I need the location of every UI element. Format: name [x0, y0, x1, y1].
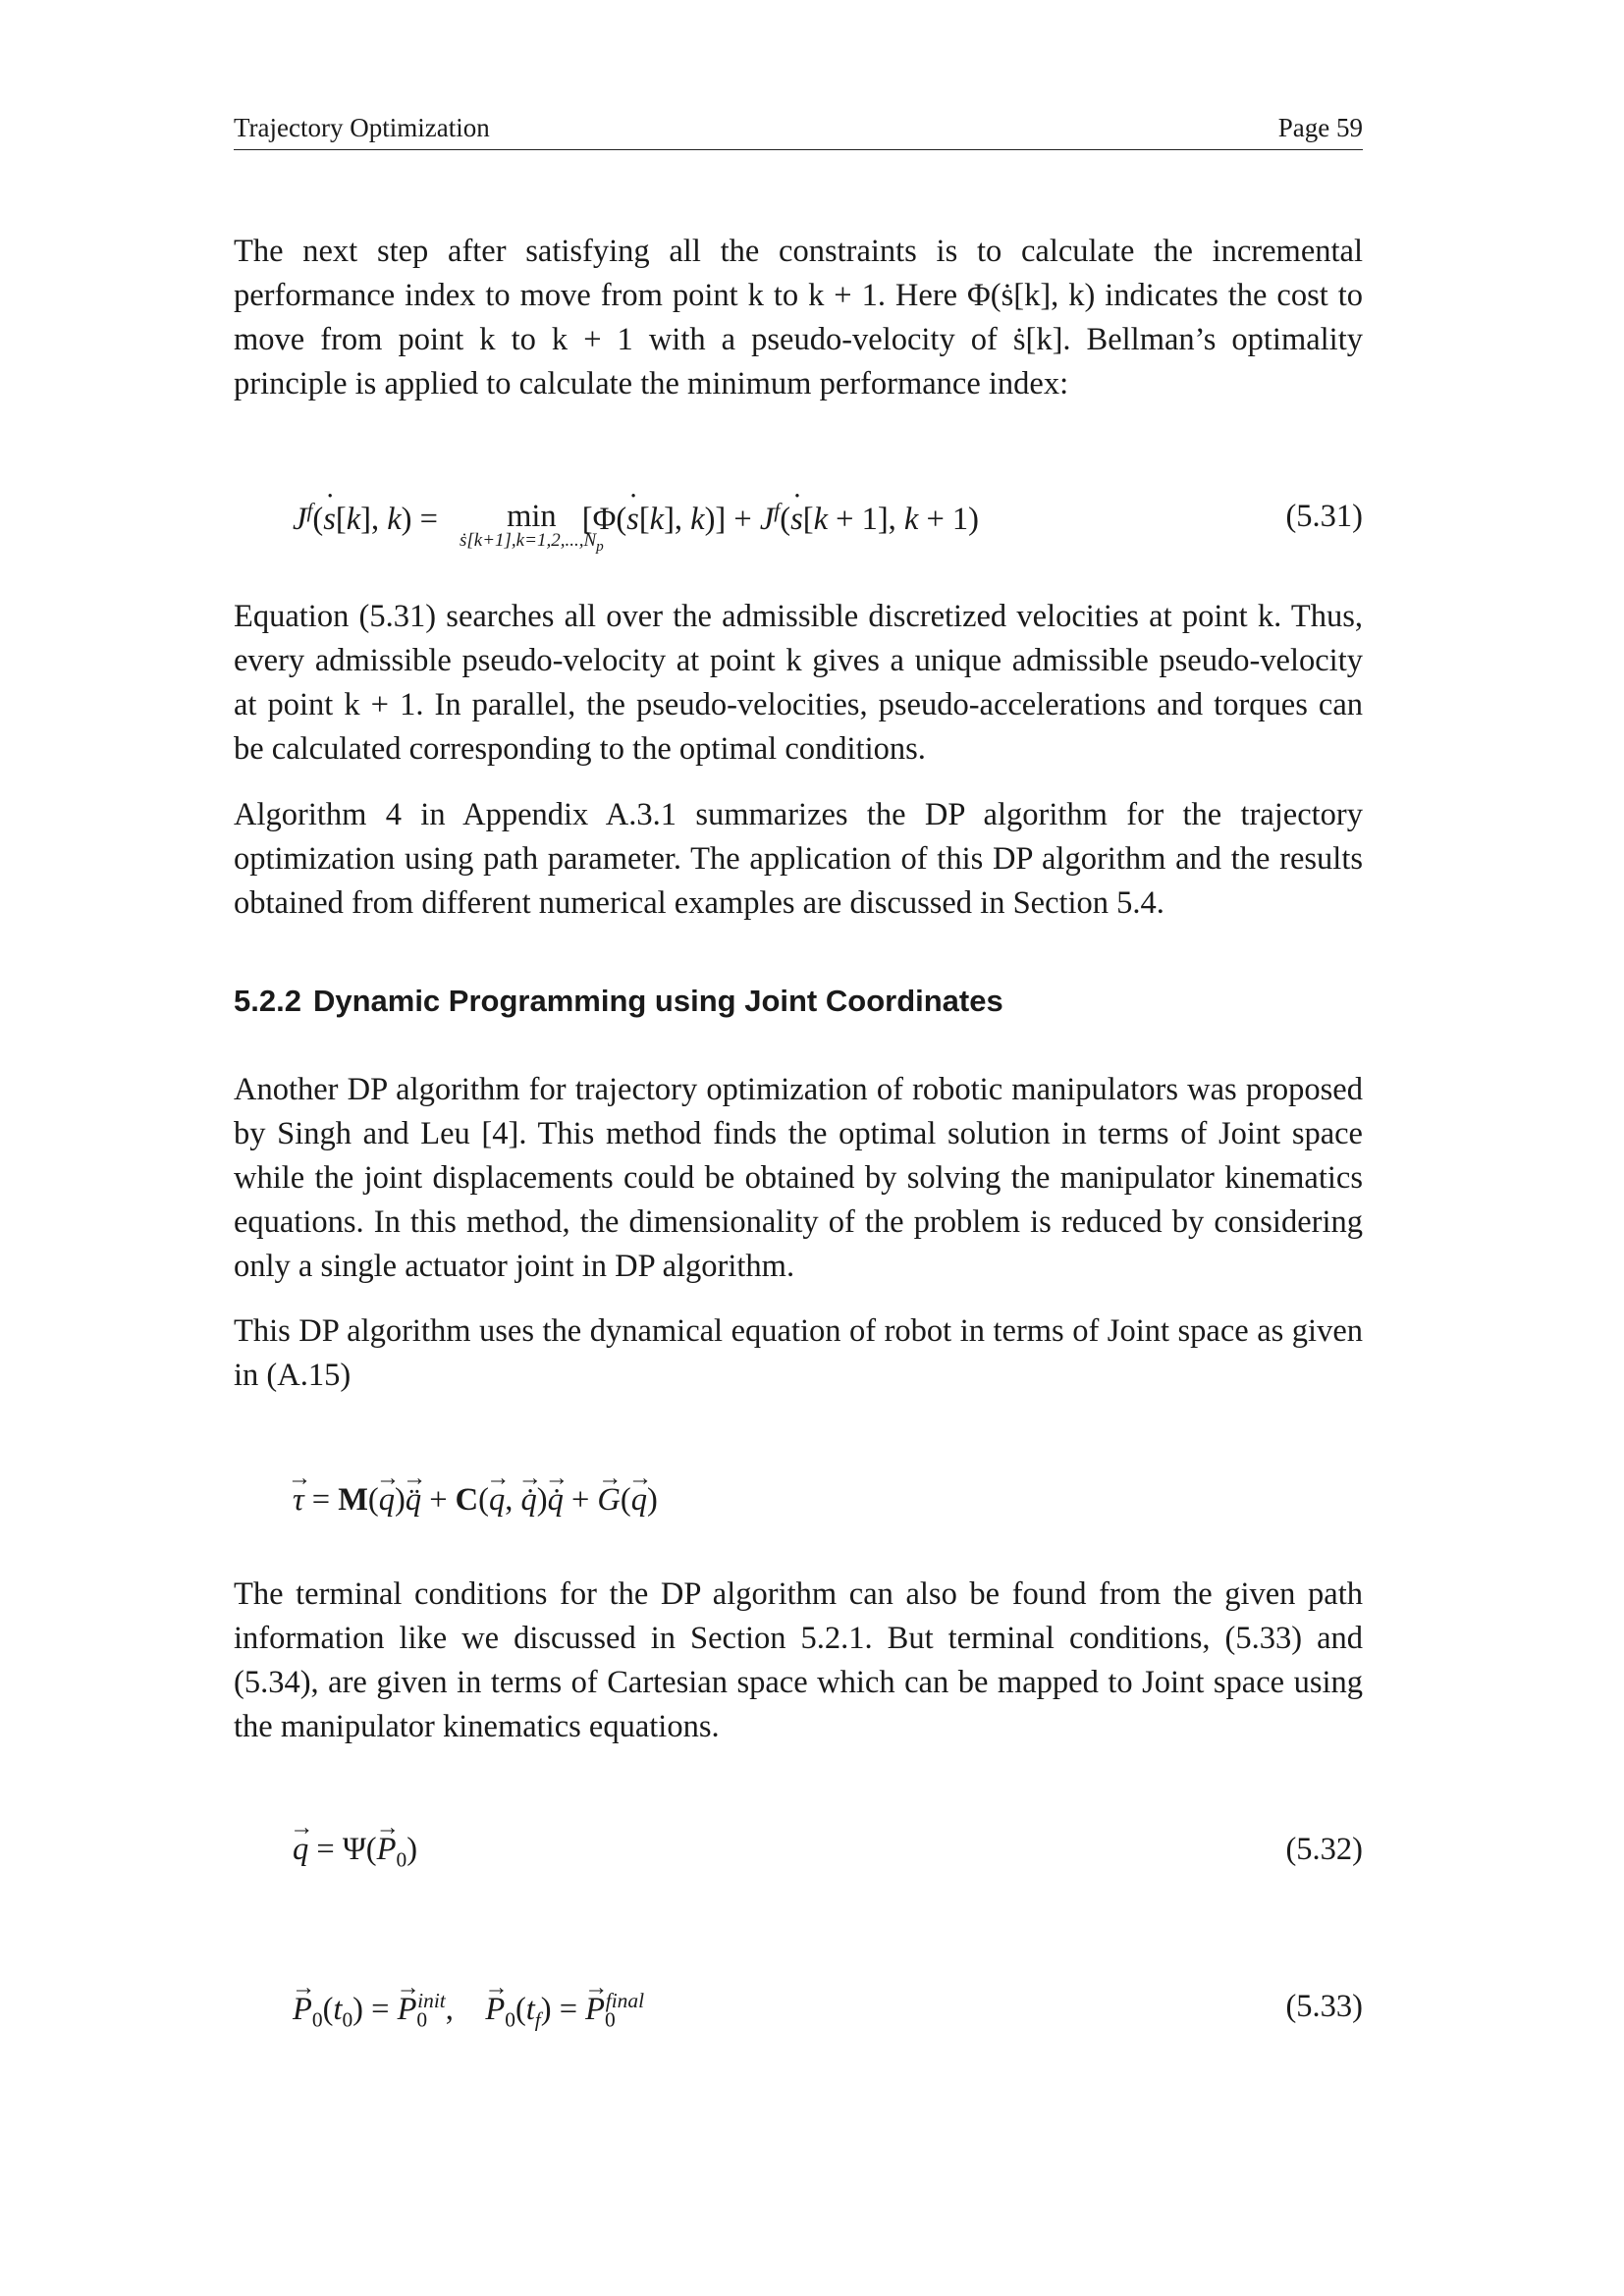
section-title: Dynamic Programming using Joint Coordinates — [312, 984, 1003, 1018]
equation-number: (5.32) — [1285, 1832, 1363, 1867]
equation-5-32-body: q → = $\Psi(P \to_0)$ — [293, 1832, 417, 1873]
running-header — [234, 110, 1363, 150]
paragraph-6: The terminal conditions for the DP algorithm can also be found from the given path information like we discussed in Section 5.2.1. But terminal conditions, (5.33) and (5.34), are given in terms of Cartesian space which can be mapped to Joint space using the manipulator kinematics equations. — [234, 1576, 1363, 1744]
header-title: Trajectory Optimization — [234, 113, 490, 142]
equation-5-31-body: $J^f(s$ ˙[k], k) = min $ṡ[k+1],k=1,2,...,N_p$ [Φ(s ˙[k], $k)] + J^f(s$ ˙[k + 1], k + 1) — [293, 499, 979, 538]
min-operator: min — [507, 499, 557, 534]
paragraph-2: Equation (5.31) searches all over the admissible discretized velocities at point k. Thus, every admissible pseudo-velocity at point k gives a unique admissible pseudo-velocity at point k + 1. In parallel, the pseudo-velocities, pseudo-accelerations and torques can be calculated corresponding to the optimal conditions. — [234, 599, 1363, 767]
paragraph-5: This DP algorithm uses the dynamical equation of robot in terms of Joint space as given in (A.15) — [234, 1313, 1363, 1393]
paragraph-3: Algorithm 4 in Appendix A.3.1 summarizes the DP algorithm for the trajectory optimization using path parameter. The application of this DP algorithm and the results obtained from different numerical examples are discussed in Section 5.4. — [234, 797, 1363, 921]
dynamics-equation — [293, 1482, 1363, 1541]
dynamics-equation-body: τ → = M(q →)q̈ → + C(q →, q̇ →)q̇ → + G →(q →) — [293, 1482, 658, 1519]
equation-5-31 — [293, 499, 1363, 558]
header-page-number: Page 59 — [1277, 113, 1363, 142]
section-number: 5.2.2 — [234, 984, 301, 1018]
equation-number: (5.33) — [1285, 1989, 1363, 2024]
paragraph-1: The next step after satisfying all the constraints is to calculate the incremental performance index to move from point k to k + 1. Here Φ(ṡ[k], k) indicates the cost to move from point k to k + 1 with a pseudo-velocity of ṡ[k]. Bellman’s optimality principle is applied to calculate the minimum performance index: — [234, 234, 1363, 401]
equation-number: (5.31) — [1285, 499, 1363, 534]
min-subscript: $ṡ[k+1],k=1,2,...,N_p$ — [460, 530, 604, 555]
equation-5-32 — [293, 1832, 1363, 1891]
equation-5-33-body: $P \to_0(t_0) = P \to_0^{init}$, $P \to_0(t_f) = P \to_0^{final}$ — [293, 1989, 644, 2032]
equation-5-33 — [293, 1989, 1363, 2048]
section-heading — [234, 984, 1363, 1019]
paragraph-4: Another DP algorithm for trajectory optimization of robotic manipulators was proposed by Singh and Leu [4]. This method finds the optimal solution in terms of Joint space while the joint displacements could be obtained by solving the manipulator kinematics equations. In this method, the dimensionality of the problem is reduced by considering only a single actuator joint in DP algorithm. — [234, 1072, 1363, 1284]
